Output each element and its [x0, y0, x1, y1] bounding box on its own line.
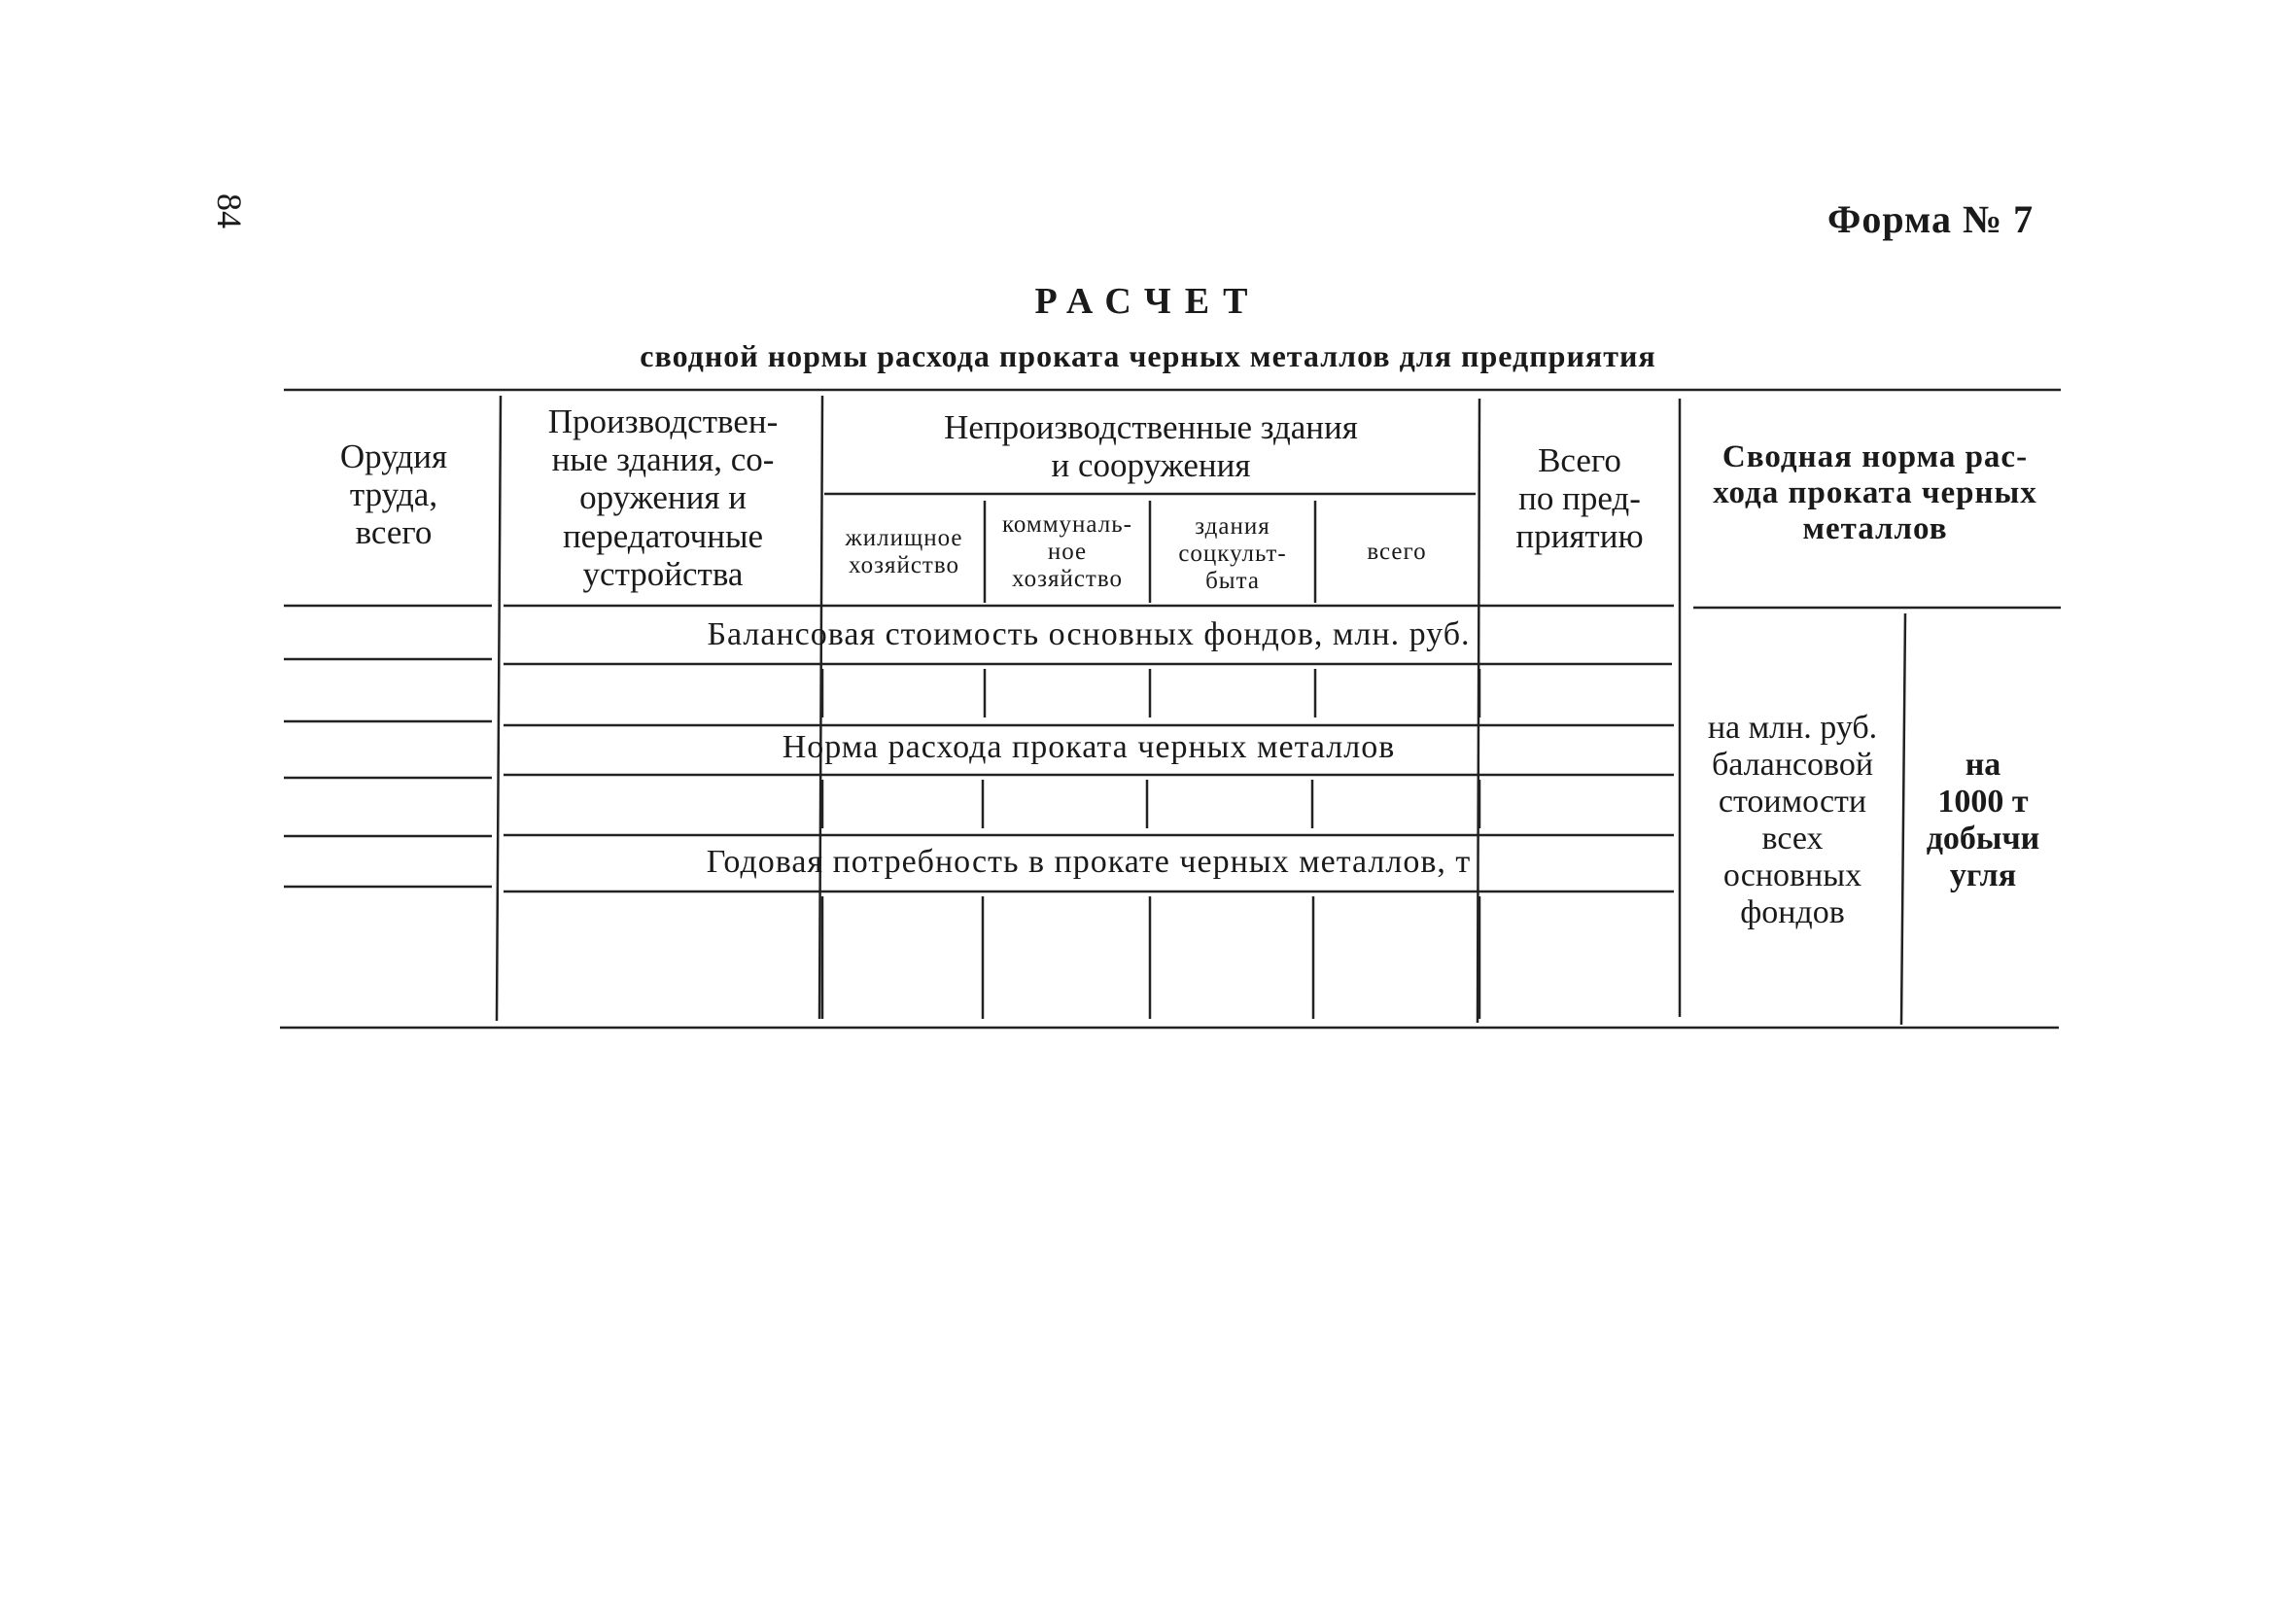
header-production-line: ные здания, со-	[551, 440, 775, 479]
header-production-line: Производствен-	[547, 402, 779, 440]
section-balance-value: Балансовая стоимость основных фондов, млн. руб.	[707, 616, 1471, 652]
header-social-line: здания	[1195, 513, 1270, 540]
header-enterprise-total-line: по пред-	[1518, 479, 1641, 518]
document-title: РАСЧЕТ	[1034, 281, 1262, 322]
summary-per-1000t-line: добычи	[1926, 821, 2040, 857]
header-production-line: передаточные	[562, 516, 764, 555]
summary-per-million-line: всех	[1761, 821, 1824, 857]
header-tools-line: труда,	[349, 475, 438, 514]
summary-per-1000t-line: 1000 т	[1937, 784, 2029, 821]
summary-per-million-line: стоимости	[1718, 784, 1867, 821]
header-tools-line: всего	[355, 513, 433, 552]
header-production-line: оружения и	[579, 478, 747, 517]
summary-per-1000t-coal	[1907, 747, 2059, 894]
header-summary-norm-line: хода проката черных	[1713, 474, 2037, 510]
header-nonproduction-buildings	[828, 408, 1474, 484]
header-enterprise-total-line: Всего	[1538, 441, 1621, 479]
header-social-buildings	[1153, 513, 1312, 595]
summary-per-million-line: основных	[1722, 857, 1862, 894]
header-communal	[988, 511, 1147, 593]
section-consumption-norm: Норма расхода проката черных металлов	[782, 729, 1396, 765]
header-tools	[292, 437, 496, 552]
header-housing-line: жилищное	[845, 525, 963, 551]
form-number: Форма № 7	[1827, 197, 2035, 241]
header-production-line: устройства	[582, 554, 744, 593]
header-summary-norm-line: Сводная норма рас-	[1722, 439, 2029, 474]
header-communal-line: ное	[1047, 539, 1088, 565]
summary-per-million-rub	[1682, 710, 1903, 931]
header-nonproduction-total	[1318, 539, 1476, 566]
header-tools-line: Орудия	[339, 437, 448, 475]
section-annual-demand: Годовая потребность в прокате черных металлов, т	[706, 844, 1472, 880]
summary-per-million-line: балансовой	[1711, 747, 1874, 784]
header-production-buildings	[507, 402, 818, 593]
summary-per-million-line: фондов	[1740, 894, 1845, 931]
header-nonproduction-total-line: всего	[1367, 539, 1427, 565]
header-housing-line: хозяйство	[849, 552, 959, 578]
summary-per-million-line: на млн. руб.	[1707, 710, 1878, 746]
summary-per-1000t-line: на	[1965, 747, 2001, 783]
header-social-line: соцкульт-	[1178, 541, 1287, 567]
document-subtitle: сводной нормы расхода проката черных металлов для предприятия	[640, 338, 1656, 373]
header-enterprise-total	[1483, 441, 1676, 556]
header-enterprise-total-line: приятию	[1515, 517, 1644, 556]
header-summary-norm	[1686, 439, 2065, 547]
header-communal-line: коммуналь-	[1002, 511, 1132, 538]
summary-per-1000t-line: угля	[1949, 857, 2017, 894]
header-communal-line: хозяйство	[1012, 566, 1123, 592]
header-housing	[826, 525, 982, 579]
header-summary-norm-line: металлов	[1802, 510, 1948, 546]
header-nonproduction-line: Непроизводственные здания	[944, 408, 1358, 446]
header-nonproduction-line: и сооружения	[1051, 446, 1251, 485]
header-social-line: быта	[1205, 568, 1260, 594]
page-number: 84	[210, 193, 249, 228]
